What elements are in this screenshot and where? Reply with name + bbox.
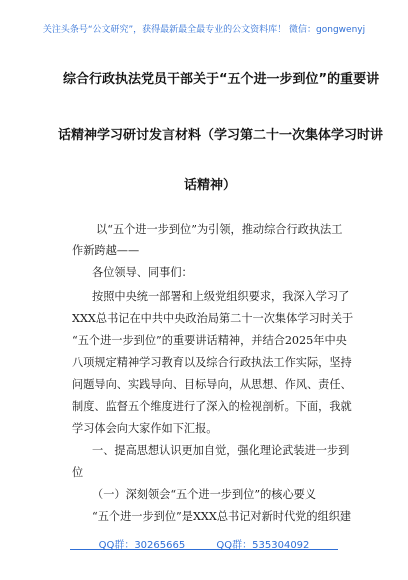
heading-1-line-1: 一、提高思想认识更加自觉，强化理论武装进一步到 <box>92 444 350 457</box>
intro-line-1: 以“五个进一步到位”为引领，推动综合行政执法工 <box>96 223 343 236</box>
paragraph-1-line-1: 按照中央统一部署和上级党组织要求，我深入学习了 <box>92 290 350 303</box>
document-title-line-1: 综合行政执法党员干部关于“五个进一步到位”的重要讲 <box>63 72 380 87</box>
heading-1-line-2: 位 <box>72 466 84 479</box>
salutation: 各位领导、同事们： <box>92 266 193 279</box>
document-title-line-3: 话精神） <box>184 178 237 193</box>
paragraph-2-line-1: “五个进一步到位”是XXX总书记对新时代党的组织建 <box>92 510 352 523</box>
paragraph-1-line-3: “五个进一步到位”的重要讲话精神，并结合2025年中央 <box>72 334 347 347</box>
footer-qq-group-1: QQ群：30265665 <box>98 540 186 551</box>
paragraph-1-line-2: XXX总书记在中共中央政治局第二十一次集体学习时关于 <box>72 312 354 325</box>
footer-divider <box>70 549 338 550</box>
document-title-line-2: 话精神学习研讨发言材料（学习第二十一次集体学习时讲 <box>58 128 384 143</box>
intro-line-2: 作新跨越—— <box>72 244 140 257</box>
footer-qq-group-2: QQ群：535304092 <box>216 540 310 551</box>
top-notice: 关注头条号“公文研究”，获得最新最全最专业的公文资料库！ 微信：gongwenyj <box>42 25 366 35</box>
paragraph-1-line-5: 问题导向、实践导向、目标导向，从思想、作风、责任、 <box>72 378 352 391</box>
paragraph-1-line-6: 制度、监督五个维度进行了深入的检视剖析。下面，我就 <box>72 400 352 413</box>
paragraph-1-line-7: 学习体会向大家作如下汇报。 <box>72 422 218 435</box>
paragraph-1-line-4: 八项规定精神学习教育以及综合行政执法工作实际，坚持 <box>72 356 352 369</box>
heading-2: （一）深刻领会“五个进一步到位”的核心要义 <box>92 488 317 501</box>
